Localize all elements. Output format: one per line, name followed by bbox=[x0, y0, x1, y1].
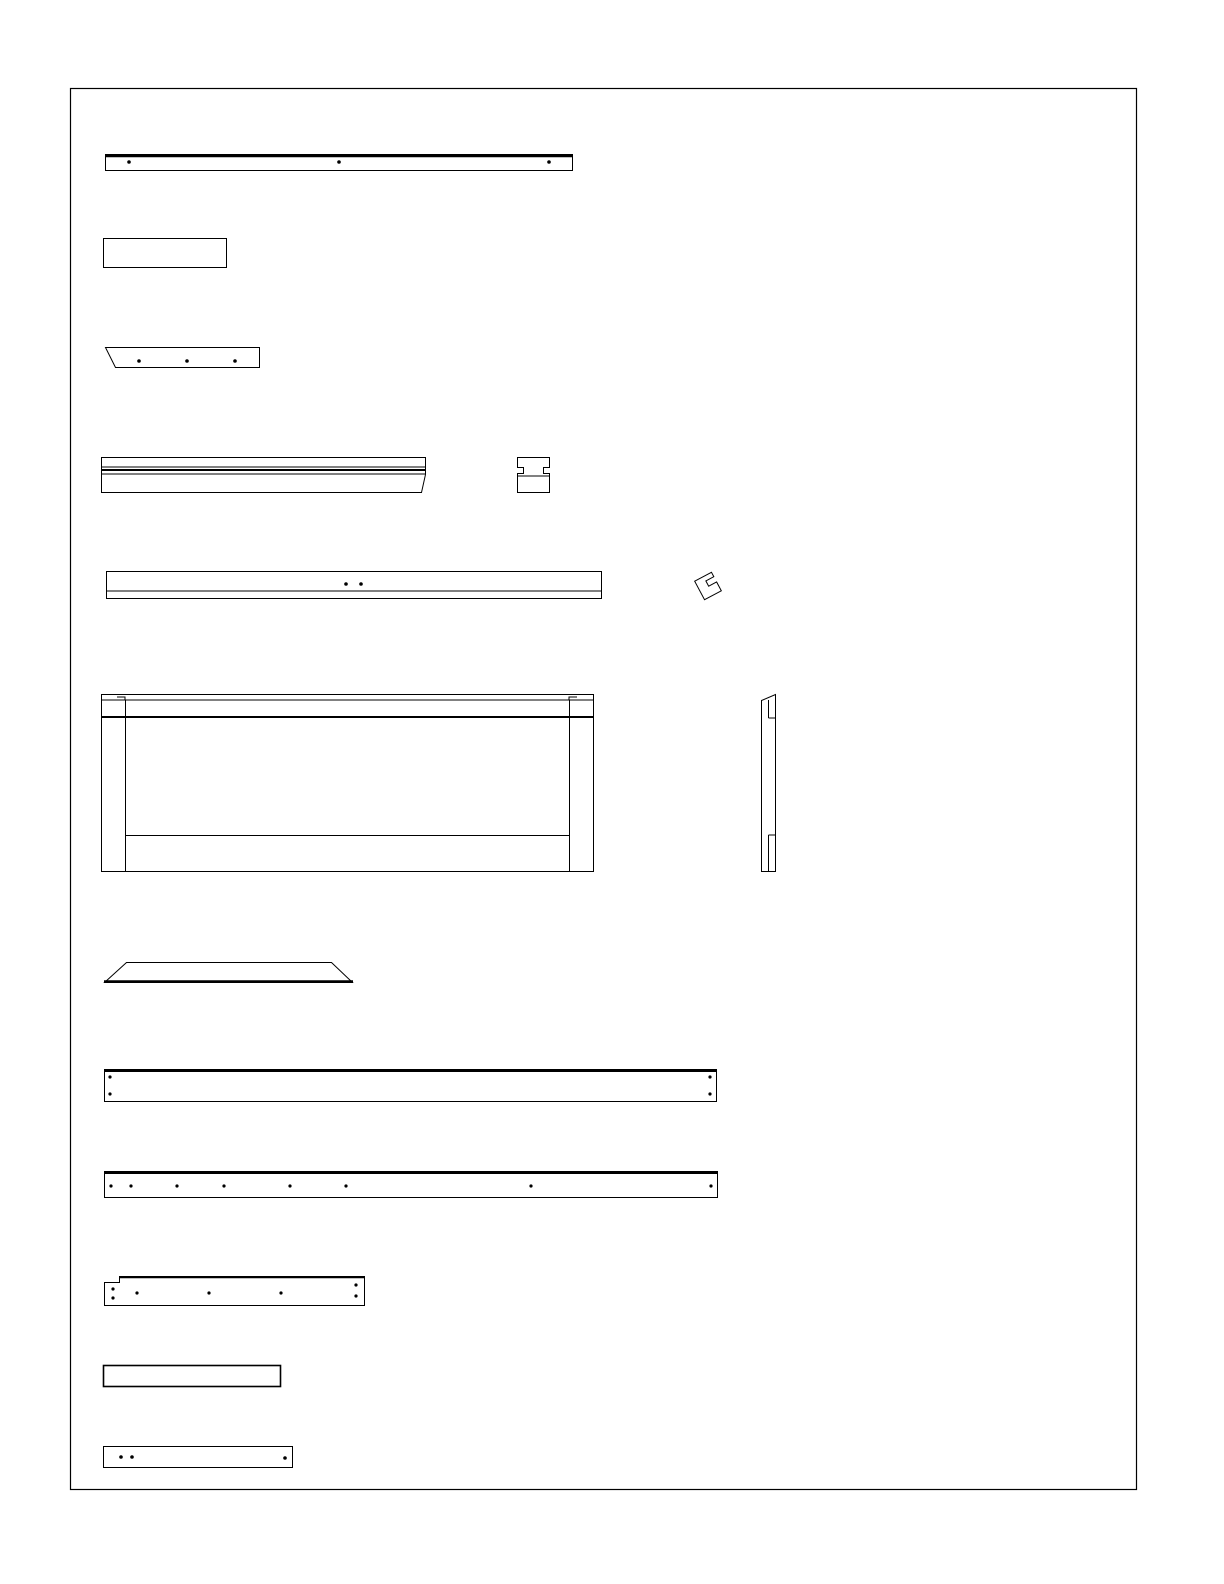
part-short-blank-board bbox=[104, 239, 227, 268]
part-frame-panel bbox=[102, 695, 594, 872]
part-grooved-beam bbox=[102, 458, 426, 493]
part-long-plank-corner-holes bbox=[105, 1070, 717, 1102]
part-small-drilled-bar bbox=[104, 1447, 293, 1468]
part-short-bar bbox=[104, 1366, 281, 1387]
part-bevel-trim bbox=[104, 963, 353, 983]
part-side-post bbox=[762, 695, 776, 872]
part-long-rail-three-holes bbox=[105, 155, 573, 171]
part-tilted-clip bbox=[695, 572, 722, 599]
part-notched-block bbox=[518, 458, 550, 493]
sheet-border bbox=[71, 89, 1137, 1490]
part-stepped-bracket bbox=[105, 1277, 365, 1306]
part-long-plank-multi-holes bbox=[105, 1172, 718, 1198]
part-angled-end-bar bbox=[106, 348, 260, 368]
part-center-drilled-rail bbox=[107, 572, 602, 599]
